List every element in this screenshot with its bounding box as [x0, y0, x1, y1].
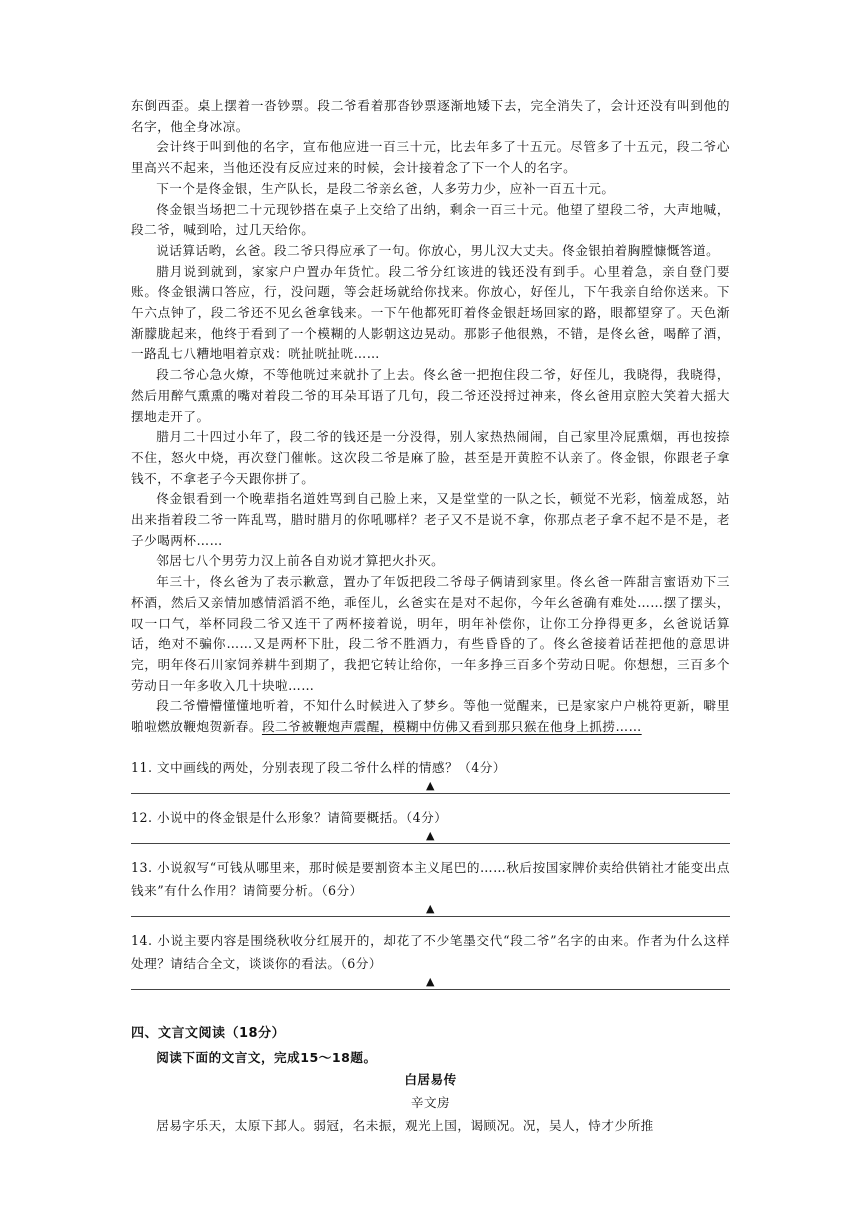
story-paragraph: 年三十，佟幺爸为了表示歉意，置办了年饭把段二爷母子俩请到家里。佟幺爸一阵甜言蜜语劝下三杯酒，然后又亲情加感情滔滔不绝，乖侄儿，幺爸实在是对不起你，今年幺爸确有难处……摆了摆头，叹一口气，举杯同段二爷又连干了两杯接着说，明年，明年补偿你，让你工分挣得更多，幺爸说话算话，绝对不骗你……又是两杯下肚，段二爷不胜酒力，有些昏昏的了。佟幺爸接着话茬把他的意思讲完，明年佟石川家饲养耕牛到期了，我把它转让给你，一年多挣三百多个劳动日呢。你想想，三百多个劳动日一年多收入几十块啦……: [131, 574, 730, 693]
story-paragraph: [131, 696, 730, 737]
story-paragraph: 佟金银看到一个晚辈指名道姓骂到自己脸上来，又是堂堂的一队之长，顿觉不光彩，恼羞成怒，站出来指着段二爷一阵乱骂，腊时腊月的你吼哪样？老子又不是说不拿，你那点老子拿不起不是不是，老子少喝两杯……: [131, 491, 730, 548]
story-paragraph: 邻居七八个男劳力汉上前各自劝说才算把火扑灭。: [156, 553, 445, 569]
story-paragraph: 东倒西歪。桌上摆着一沓钞票。段二爷看着那沓钞票逐渐地矮下去，完全消失了，会计还没有叫到他的名字，他全身冰凉。: [131, 98, 730, 134]
story-paragraph: 说话算话哟，幺爸。段二爷只得应承了一句。你放心，男儿汉大丈夫。佟金银拍着胸膛慷慨答道。: [156, 242, 720, 258]
section-instruction: 阅读下面的文言文，完成15～18题。: [156, 1049, 377, 1065]
story-paragraph: 佟金银当场把二十元现钞搭在桌子上交给了出纳，剩余一百三十元。他望了望段二爷，大声地喊，段二爷，喊到哈，过几天给你。: [131, 201, 730, 238]
answer-line: [131, 829, 730, 844]
answer-line: [131, 975, 730, 990]
answer-line: [131, 779, 730, 794]
story-paragraph: 下一个是佟金银，生产队长，是段二爷亲幺爸，人多劳力少，应补一百五十元。: [156, 180, 615, 196]
section-heading: 四、文言文阅读（18分）: [131, 1025, 286, 1041]
passage-text: 居易字乐天，太原下邽人。弱冠，名未振，观光上国，谒顾况。况，吴人，恃才少所推: [156, 1117, 654, 1133]
passage-title: 白居易传: [404, 1072, 457, 1088]
triangle-mark-icon: ▲: [426, 828, 435, 842]
underlined-sentence: 段二爷被鞭炮声震醒，模糊中仿佛又看到那只猴在他身上抓捞……: [261, 719, 642, 735]
question-14: 14. 小说主要内容是围绕秋收分红展开的，却花了不少笔墨交代“段二爷”名字的由来。作者为什么这样处理？请结合全文，谈谈你的看法。（6分）: [131, 932, 730, 971]
answer-line: [131, 902, 730, 917]
question-11: 11. 文中画线的两处，分别表现了段二爷什么样的情感？（4分）: [131, 759, 506, 775]
story-paragraph: 腊月二十四过小年了，段二爷的钱还是一分没得，别人家热热闹闹，自己家里冷屁熏烟，再也按捺不住，怒火中烧，再次登门催帐。这次段二爷是麻了脸，甚至是开黄腔不认亲了。佟金银，你跟老子拿钱不，不拿老子今天跟你拼了。: [131, 429, 730, 486]
question-13: 13. 小说叙写“可钱从哪里来，那时候是要割资本主义尾巴的……秋后按国家牌价卖给供销社才能变出点钱来”有什么作用？请简要分析。（6分）: [131, 859, 730, 898]
story-paragraph: 腊月说到就到，家家户户置办年货忙。段二爷分红该进的钱还没有到手。心里着急，亲自登门要账。佟金银满口答应，行，没问题，等会赶场就给你找来。你放心，好侄儿，下午我亲自给你送来。下午六点钟了，段二爷还不见幺爸拿钱来。一下午他都死盯着佟金银赶场回家的路，眼都望穿了。天色渐渐朦胧起来，他终于看到了一个模糊的人影朝这边晃动。那影子他很熟，不错，是佟幺爸，喝醉了酒，一路乱七八糟地唱着京戏：咣扯咣扯咣……: [131, 263, 730, 362]
story-paragraph: 会计终于叫到他的名字，宣布他应进一百三十元，比去年多了十五元。尽管多了十五元，段二爷心里高兴不起来，当他还没有反应过来的时候，会计接着念了下一个人的名字。: [131, 139, 730, 176]
triangle-mark-icon: ▲: [426, 974, 435, 988]
exam-page: [131, 96, 730, 1136]
passage-author: 辛文房: [410, 1094, 451, 1110]
story-text: [131, 96, 730, 738]
story-paragraph: 段二爷心急火燎，不等他咣过来就扑了上去。佟幺爸一把抱住段二爷，好侄儿，我晓得，我晓得，然后用醉气熏熏的嘴对着段二爷的耳朵耳语了几句，段二爷还没捋过神来，佟幺爸用京腔大笑着大摇大摆地走开了。: [131, 367, 730, 424]
triangle-mark-icon: ▲: [426, 778, 435, 792]
story-sentence: 段二爷懵懵懂懂地听着，不知什么时候进入了梦乡。等他一觉醒来，已是家家户户桃符更新，噼里啪啦燃放鞭炮贺新春。: [131, 698, 730, 735]
questions: [131, 756, 730, 990]
question-12: 12. 小说中的佟金银是什么形象？请简要概括。（4分）: [131, 809, 448, 825]
triangle-mark-icon: ▲: [426, 901, 435, 915]
